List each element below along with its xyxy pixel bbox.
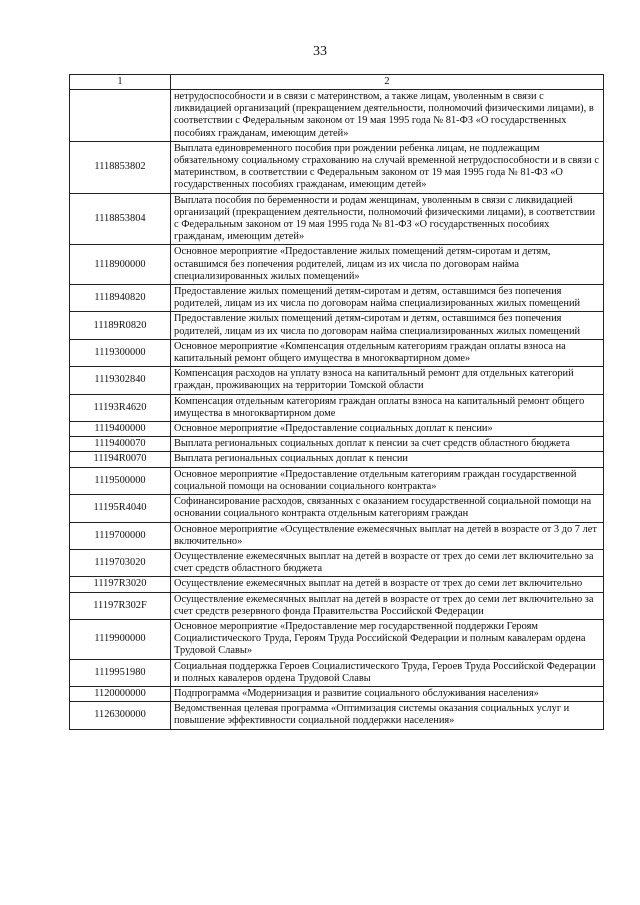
row-description: Осуществление ежемесячных выплат на детей в возрасте от трех до семи лет включительно за счет средств областного бюджета [171, 549, 604, 576]
table-row [70, 394, 604, 421]
table-row [70, 577, 604, 592]
table-row [70, 659, 604, 686]
table-header-row [70, 75, 604, 90]
table-row [70, 702, 604, 729]
table-row [70, 549, 604, 576]
row-code: 1119400000 [70, 422, 171, 437]
table-row [70, 312, 604, 339]
row-description: Основное мероприятие «Осуществление ежемесячных выплат на детей в возрасте от 3 до 7 лет включительно» [171, 522, 604, 549]
row-code: 11197R3020 [70, 577, 171, 592]
column-header-code: 1 [70, 75, 171, 90]
row-description: Компенсация расходов на уплату взноса на капитальный ремонт для отдельных категорий граждан, проживающих на территории Томской области [171, 367, 604, 394]
table-row [70, 245, 604, 285]
row-code: 1119700000 [70, 522, 171, 549]
row-code: 1119302840 [70, 367, 171, 394]
row-description: нетрудоспособности и в связи с материнством, а также лицам, уволенным в связи с ликвидацией организаций (прекращением деятельности, полномочий физическими лицами), в соответствии с Федеральным законом от 19 мая 1995 года № 81-ФЗ «О государственных пособиях гражданам, имеющим детей» [171, 90, 604, 142]
row-description: Осуществление ежемесячных выплат на детей в возрасте от трех до семи лет включительно за счет средств резервного фонда Правительства Российской Федерации [171, 592, 604, 619]
row-description: Софинансирование расходов, связанных с оказанием государственной социальной помощи на основании социального контракта отдельным категориям граждан [171, 495, 604, 522]
table-row [70, 367, 604, 394]
row-description: Предоставление жилых помещений детям-сиротам и детям, оставшимся без попечения родителей, лицам из их числа по договорам найма специализированных жилых помещений [171, 285, 604, 312]
row-code: 1119400070 [70, 437, 171, 452]
table-row [70, 285, 604, 312]
row-code: 11197R302F [70, 592, 171, 619]
table-row [70, 495, 604, 522]
budget-classification-table [69, 74, 604, 730]
row-description: Выплата региональных социальных доплат к пенсии за счет средств областного бюджета [171, 437, 604, 452]
row-description: Подпрограмма «Модернизация и развитие социального обслуживания населения» [171, 686, 604, 701]
row-description: Основное мероприятие «Компенсация отдельным категориям граждан оплаты взноса на капитальный ремонт общего имущества в многоквартирном доме» [171, 339, 604, 366]
table-row [70, 437, 604, 452]
row-code: 1118900000 [70, 245, 171, 285]
row-description: Основное мероприятие «Предоставление отдельным категориям граждан государственной социальной помощи на основании социального контракта» [171, 467, 604, 494]
table-row [70, 619, 604, 659]
row-code: 1118853802 [70, 141, 171, 193]
row-code: 1120000000 [70, 686, 171, 701]
row-code: 11193R4620 [70, 394, 171, 421]
row-code: 11189R0820 [70, 312, 171, 339]
row-code: 11195R4040 [70, 495, 171, 522]
table-row [70, 686, 604, 701]
table-row [70, 339, 604, 366]
row-description: Социальная поддержка Героев Социалистического Труда, Героев Труда Российской Федерации и полных кавалеров ордена Трудовой Славы [171, 659, 604, 686]
row-code: 1119703020 [70, 549, 171, 576]
row-description: Выплата региональных социальных доплат к пенсии [171, 452, 604, 467]
table-row [70, 592, 604, 619]
row-description: Основное мероприятие «Предоставление мер государственной поддержки Героям Социалистического Труда, Героям Труда Российской Федерации и полным кавалерам ордена Трудовой Славы» [171, 619, 604, 659]
row-description: Выплата пособия по беременности и родам женщинам, уволенным в связи с ликвидацией организаций (прекращением деятельности, полномочий физическими лицами), в соответствии с Федеральным законом от 19 мая 1995 года № 81-ФЗ «О государственных пособиях гражданам, имеющим детей» [171, 193, 604, 245]
row-description: Предоставление жилых помещений детям-сиротам и детям, оставшимся без попечения родителей, лицам из их числа по договорам найма специализированных жилых помещений [171, 312, 604, 339]
table-row [70, 141, 604, 193]
row-code [70, 90, 171, 142]
row-description: Компенсация отдельным категориям граждан оплаты взноса на капитальный ремонт общего имущества в многоквартирном доме [171, 394, 604, 421]
table-row [70, 522, 604, 549]
row-code: 1119900000 [70, 619, 171, 659]
row-code: 1118940820 [70, 285, 171, 312]
row-description: Выплата единовременного пособия при рождении ребенка лицам, не подлежащим обязательному социальному страхованию на случай временной нетрудоспособности и в связи с материнством, в соответствии с Федеральным законом от 19 мая 1995 года № 81-ФЗ «О государственных пособиях гражданам, имеющим детей» [171, 141, 604, 193]
row-code: 1119500000 [70, 467, 171, 494]
table-row [70, 90, 604, 142]
row-description: Основное мероприятие «Предоставление социальных доплат к пенсии» [171, 422, 604, 437]
row-code: 1119300000 [70, 339, 171, 366]
row-description: Осуществление ежемесячных выплат на детей в возрасте от трех до семи лет включительно [171, 577, 604, 592]
row-description: Ведомственная целевая программа «Оптимизация системы оказания социальных услуг и повышение эффективности социальной поддержки населения» [171, 702, 604, 729]
row-code: 1118853804 [70, 193, 171, 245]
row-code: 1126300000 [70, 702, 171, 729]
table-row [70, 467, 604, 494]
page-number: 33 [313, 44, 327, 59]
table-row [70, 422, 604, 437]
column-header-name: 2 [171, 75, 604, 90]
row-code: 1119951980 [70, 659, 171, 686]
table-row [70, 193, 604, 245]
row-description: Основное мероприятие «Предоставление жилых помещений детям-сиротам и детям, оставшимся без попечения родителей, лицам из их числа по договорам найма специализированных жилых помещений» [171, 245, 604, 285]
table-row [70, 452, 604, 467]
row-code: 11194R0070 [70, 452, 171, 467]
